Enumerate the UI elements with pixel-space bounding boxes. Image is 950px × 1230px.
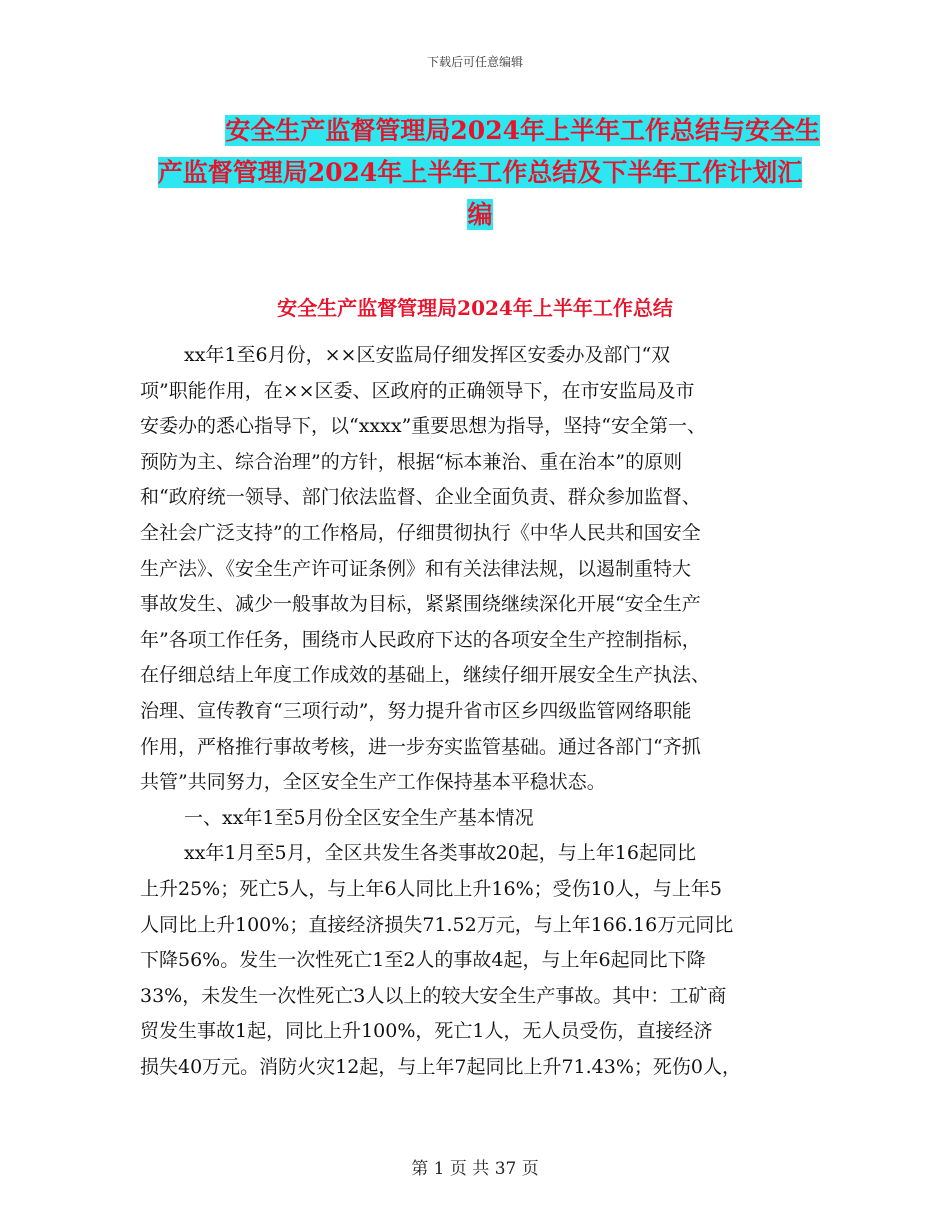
body-line: xx年1至6月份，××区安监局仔细发挥区安委办及部门“双 [184, 344, 671, 366]
header-note: 下载后可任意编辑 [426, 55, 523, 69]
section-title: 安全生产监督管理局2024年上半年工作总结 [277, 296, 673, 320]
body-line: 事故发生、减少一般事故为目标，紧紧围绕继续深化开展“安全生产 [140, 593, 701, 616]
title-line-3: 编 [467, 200, 493, 229]
body-line: 在仔细总结上年度工作成效的基础上，继续仔细开展安全生产执法、 [140, 664, 711, 687]
body-text [140, 338, 820, 1085]
subheading: 一、xx年1至5月份全区安全生产基本情况 [184, 806, 534, 829]
body-line: 人同比上升100%；直接经济损失71.52万元，与上年166.16万元同比 [140, 913, 734, 936]
title-line-2: 产监督管理局2024年上半年工作总结及下半年工作计划汇 [157, 158, 803, 187]
body-line: 下降56%。发生一次性死亡1至2人的事故4起，与上年6起同比下降 [140, 949, 706, 972]
body-line: 33%，未发生一次性死亡3人以上的较大安全生产事故。其中：工矿商 [140, 984, 727, 1007]
body-line: 共管”共同努力，全区安全生产工作保持基本平稳状态。 [140, 771, 606, 794]
body-line: 安委办的悉心指导下，以“xxxx”重要思想为指导，坚持“安全第一、 [140, 415, 707, 438]
body-line: 生产法》、《安全生产许可证条例》和有关法律法规，以遏制重特大 [140, 557, 692, 580]
body-line: xx年1月至5月，全区共发生各类事故20起，与上年16起同比 [184, 842, 696, 865]
body-line: 年”各项工作任务，围绕市人民政府下达的各项安全生产控制指标， [140, 628, 701, 651]
body-line: 和“政府统一领导、部门依法监督、企业全面负责、群众参加监督、 [140, 486, 701, 509]
document-title [140, 110, 820, 236]
body-line: 作用，严格推行事故考核，进一步夯实监管基础。通过各部门“齐抓 [140, 735, 701, 758]
body-line: 项”职能作用，在××区委、区政府的正确领导下，在市安监局及市 [140, 379, 695, 402]
body-line: 治理、宣传教育“三项行动”，努力提升省市区乡四级监管网络职能 [140, 699, 692, 722]
body-line: 损失40万元。消防火灾12起，与上年7起同比上升71.43%；死伤0人， [140, 1055, 741, 1078]
page-footer: 第 1 页 共 37 页 [411, 1159, 539, 1179]
body-line: 贸发生事故1起，同比上升100%，死亡1人，无人员受伤，直接经济 [140, 1020, 713, 1043]
body-line: 上升25%；死亡5人，与上年6人同比上升16%；受伤10人，与上年5 [140, 877, 722, 900]
body-line: 预防为主、综合治理”的方针，根据“标本兼治、重在治本”的原则 [140, 450, 683, 473]
title-line-1: 安全生产监督管理局2024年上半年工作总结与安全生 [225, 116, 820, 145]
body-line: 全社会广泛支持”的工作格局，仔细贯彻执行《中华人民共和国安全 [140, 521, 701, 544]
